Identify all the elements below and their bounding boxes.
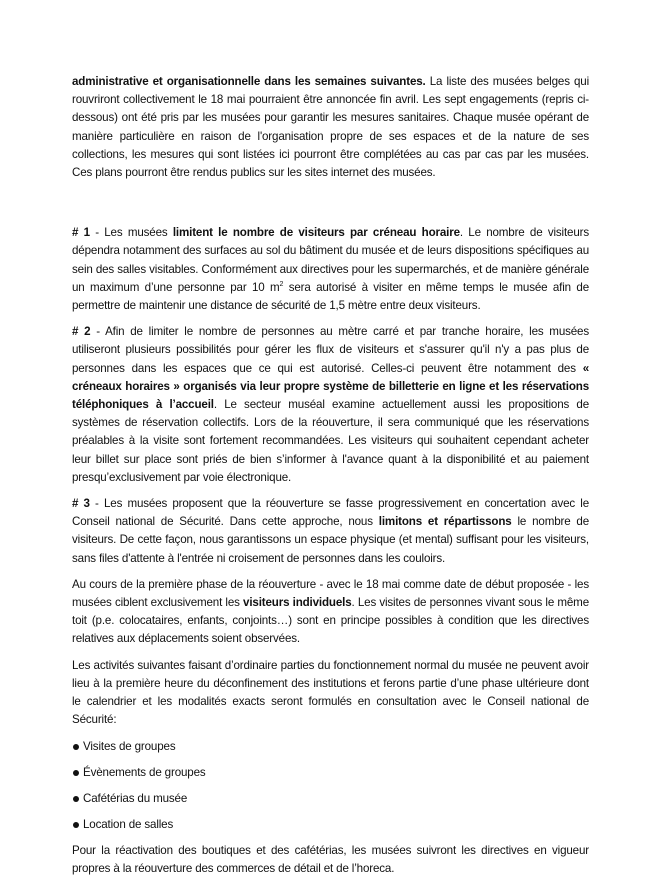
closing-paragraph: Pour la réactivation des boutiques et des cafétérias, les musées suivront les directives en vigueur propres à la réouverture des commerces de détail et de l’horeca. — [72, 843, 589, 875]
activities-paragraph: Les activités suivantes faisant d’ordinaire parties du fonctionnement normal du musée ne peuvent avoir lieu à la première heure du déconfinement des institutions et ferons partie d’une phase ultérieure dont le calendrier et les modalités exacts seront formulés en consultation avec le Conseil national de Sécurité: — [72, 658, 589, 727]
engagement-number: # 1 — [72, 226, 90, 240]
text: - Afin de limiter le nombre de personnes au mètre carré et par tranche horaire, les musées utiliseront plusieurs possibilités pour gérer les flux de visiteurs et s'assurer qu'il n'y a pas plus de personnes dans les espaces que ce qui est autorisé. Celles-ci peuvent être notamment des — [72, 325, 590, 375]
text: - Les musées — [89, 226, 173, 240]
engagement-3 — [72, 495, 589, 568]
text: le nombre de visiteurs. De cette façon, nous garantissons un espace physique (et mental) suffisant pour les visiteurs, sans files d'attente à l'entrée ni croisement de personnes dans les couloirs. — [72, 515, 589, 565]
bold-text: « créneaux horaires » organisés via leur propre système de billetterie en ligne et les réservations téléphoniques à l’accueil — [72, 361, 589, 412]
intro-paragraph — [72, 73, 589, 182]
bold-text: visiteurs individuels — [243, 596, 352, 610]
list-item — [72, 816, 589, 842]
superscript: 2 — [279, 280, 284, 288]
text: - Les musées proposent que la réouverture se fasse progressivement en concertation avec le Conseil national de Sécurité. Dans cette approche, nous — [72, 497, 589, 529]
first-phase-paragraph — [72, 576, 589, 649]
engagement-number: # 3 — [72, 497, 90, 511]
intro-bold: administrative et organisationnelle dans les semaines suivantes. — [72, 75, 426, 88]
list-item-text: Cafétérias du musée — [83, 791, 188, 805]
bullet-icon — [73, 822, 79, 828]
spacer — [72, 190, 589, 224]
list-item — [72, 764, 589, 790]
list-item-text: Location de salles — [83, 817, 174, 831]
activities-list — [72, 738, 589, 842]
text: Au cours de la première phase de la réouverture - avec le 18 mai comme date de début proposée - les musées ciblent exclusivement les — [72, 577, 589, 610]
list-item-text: Évènements de groupes — [83, 765, 206, 779]
text: . Les visites de personnes vivant sous le même toit (p.e. colocataires, enfants, conjoints…) sont en principe possibles à condition que les directives relatives aux déplacements soient observées. — [72, 596, 589, 646]
bold-text: limitons et répartissons — [378, 515, 512, 529]
list-item — [72, 738, 589, 764]
intro-text: La liste des musées belges qui rouvriront collectivement le 18 mai pourraient être annoncée fin avril. Les sept engagements (repris ci-dessous) ont été pris par les musées pour garantir les mesures sanitaires. Chaque musée opérant de manière particulière en raison de l'organisation propre de ses espaces et de la nature de ses collections, les mesures qui sont listées ici pourront être complétées au cas par cas par les musées. Ces plans pourront être rendus publics sur les sites internet des musées. — [72, 75, 589, 180]
list-item — [72, 790, 589, 816]
bullet-icon — [73, 796, 79, 802]
bullet-icon — [73, 770, 79, 776]
text: . Le secteur muséal examine actuellement aussi les propositions de systèmes de réservation collectifs. Lors de la réouverture, il sera communiqué que les réservations préalables à la visite sont fortement recommandées. Les visiteurs qui souhaitent cependant acheter leur billet sur place sont priés de bien s’informer à l'avance quant à la disponibilité et au paiement presqu’exclusivement par voie électronique. — [72, 398, 589, 484]
bold-text: limitent le nombre de visiteurs par créneau horaire — [172, 226, 460, 240]
bullet-icon — [73, 744, 79, 750]
text: sera autorisé à visiter en même temps le musée afin de permettre de maintenir une distance de sécurité de 1,5 mètre entre deux visiteurs. — [72, 280, 589, 313]
list-item-text: Visites de groupes — [83, 739, 176, 753]
engagement-number: # 2 — [72, 325, 91, 339]
text: . Le nombre de visiteurs dépendra notamment des surfaces au sol du bâtiment du musée et de leurs dispositions spécifiques au sein des salles visitables. Conformément aux directives pour les supermarchés, et de manière générale un maximum d’une personne par 10 m — [72, 226, 589, 294]
document-page — [72, 73, 589, 886]
engagement-1 — [72, 224, 589, 315]
engagement-2 — [72, 323, 589, 487]
